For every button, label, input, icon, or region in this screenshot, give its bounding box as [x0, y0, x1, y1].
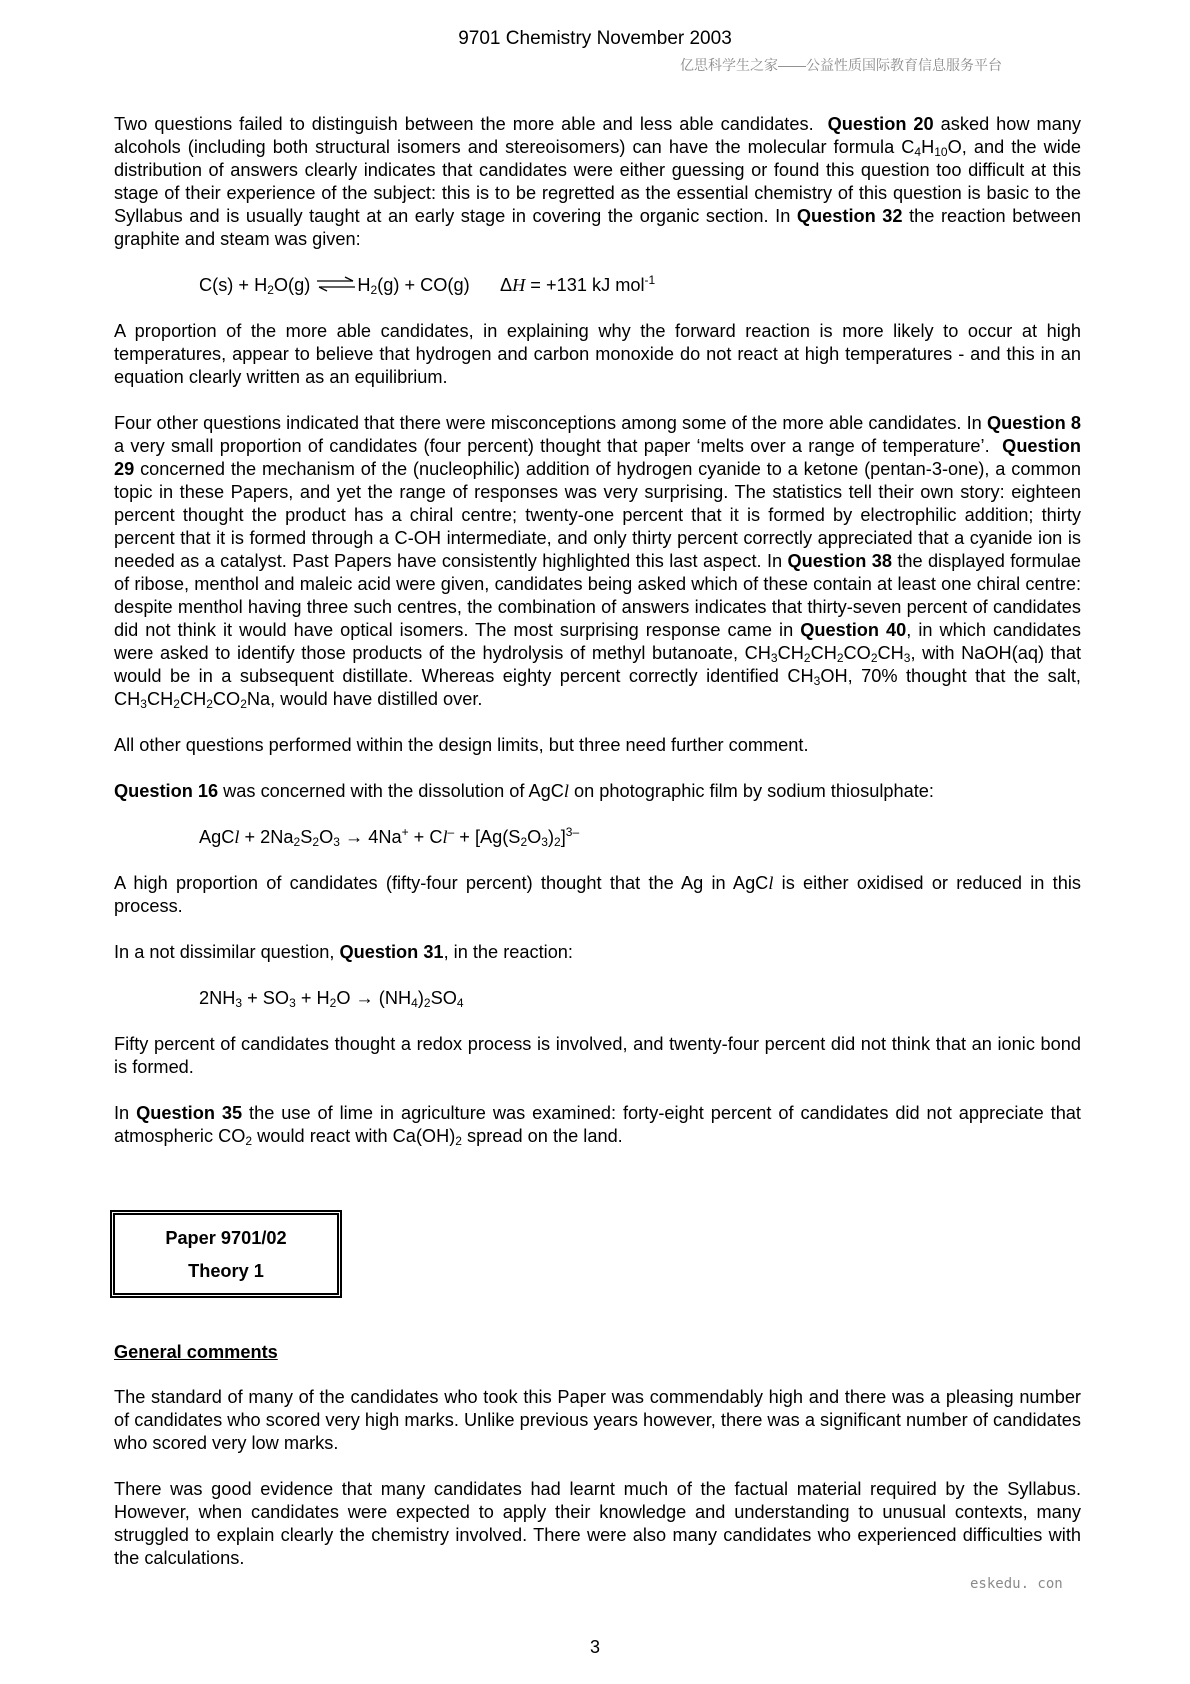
general-comments-content	[114, 1386, 1081, 1593]
watermark: eskedu. con	[970, 1576, 1063, 1592]
paragraph-3: Four other questions indicated that there were misconceptions among some of the more able candidates. In Question 8 a very small proportion of candidates (four percent) thought that paper ‘melts over a range of temperature’. Question 29 concerned the mechanism of the (nucleophilic) addition of hydrogen cyanide to a ketone (pentan-3-one), a common topic in these Papers, and yet the range of responses was very surprising. The statistics tell their own story: eighteen percent thought the product has a chiral centre; twenty-one percent that it is formed by electrophilic addition; thirty percent that it is formed through a C-OH intermediate, and only thirty percent correctly appreciated that a cyanide ion is needed as a catalyst. Past Papers have consistently highlighted this last aspect. In Question 38 the displayed formulae of ribose, menthol and maleic acid were given, candidates being asked which of these contain at least one chiral centre: despite menthol having three such centres, the combination of answers indicates that thirty-seven percent of candidates did not think it would have optical isomers. The most surprising response came in Question 40, in which candidates were asked to identify those products of the hydrolysis of methyl butanoate, $CH_3CH_2CH_2CO_2CH_3$, with NaOH(aq) that would be in a subsequent distillate. Whereas eighty percent correctly identified $CH_3OH$, 70% thought that the salt, $CH_3CH_2CH_2CO_2Na$, would have distilled over.	[114, 413, 1082, 711]
gc-paragraph-2: There was good evidence that many candidates had learnt much of the factual material required by the Syllabus. However, when candidates were expected to apply their knowledge and understanding to unusual contexts, many struggled to explain clearly the chemistry involved. There were also many candidates who experienced difficulties with the calculations.	[114, 1479, 1081, 1568]
header-title: 9701 Chemistry November 2003	[458, 28, 732, 49]
paragraph-8: Fifty percent of candidates thought a redox process is involved, and twenty-four percent did not think that an ionic bond is formed.	[114, 1034, 1081, 1077]
equation-2: AgCl + $2Na_2S_2O_3 \to 4Na^+ + Cl^- + [Ag(S_2O_3)_2]^{3-}$	[199, 825, 580, 849]
header-subtitle: 亿思科学生之家——公益性质国际教育信息服务平台	[680, 57, 1002, 73]
gc-paragraph-1: The standard of many of the candidates who took this Paper was commendably high and there was a pleasing number of candidates who scored very high marks. Unlike previous years however, there was a significant number of candidates who scored very low marks.	[114, 1387, 1081, 1453]
general-comments-heading: General comments	[114, 1342, 278, 1362]
page-number: 3	[589, 1637, 600, 1657]
paragraph-9: In Question 35 the use of lime in agriculture was examined: forty-eight percent of candidates did not appreciate that atmospheric $CO_2$ would react with $Ca(OH)_2$ spread on the land.	[114, 1103, 1081, 1148]
paper-title: Theory 1	[188, 1261, 264, 1281]
paragraph-4: All other questions performed within the design limits, but three need further comment.	[114, 735, 809, 755]
main-content	[114, 113, 1081, 1171]
paragraph-5: Question 16 was concerned with the dissolution of AgCl on photographic film by sodium thiosulphate:	[114, 781, 934, 801]
equilibrium-arrow-icon	[315, 275, 357, 293]
paragraph-7: In a not dissimilar question, Question 31, in the reaction:	[114, 942, 573, 962]
paper-box	[110, 1210, 342, 1298]
paper-code: Paper 9701/02	[165, 1228, 287, 1248]
paragraph-6: A high proportion of candidates (fifty-four percent) thought that the Ag in AgCl is either oxidised or reduced in this process.	[114, 873, 1081, 916]
equation-1: $C(s) + H_2O(g) H_2(g) + CO(g)$ ΔH = +131 kJ mol$^{-1}$	[199, 273, 656, 297]
paragraph-2: A proportion of the more able candidates, in explaining why the forward reaction is more likely to occur at high temperatures, appear to believe that hydrogen and carbon monoxide do not react at high temperatures - and this in an equation clearly written as an equilibrium.	[114, 321, 1081, 387]
paragraph-1: Two questions failed to distinguish between the more able and less able candidates. Question 20 asked how many alcohols (including both structural isomers and stereoisomers) can have the molecular formula $C_4H_{10}O$, and the wide distribution of answers clearly indicates that candidates were either guessing or found this question too difficult at this stage of their experience of the subject: this is to be regretted as the essential chemistry of this question is basic to the Syllabus and is usually taught at an early stage in covering the organic section. In Question 32 the reaction between graphite and steam was given:	[114, 114, 1082, 249]
equation-3: $2NH_3 + SO_3 + H_2O \to (NH_4)_2SO_4$	[199, 988, 464, 1010]
